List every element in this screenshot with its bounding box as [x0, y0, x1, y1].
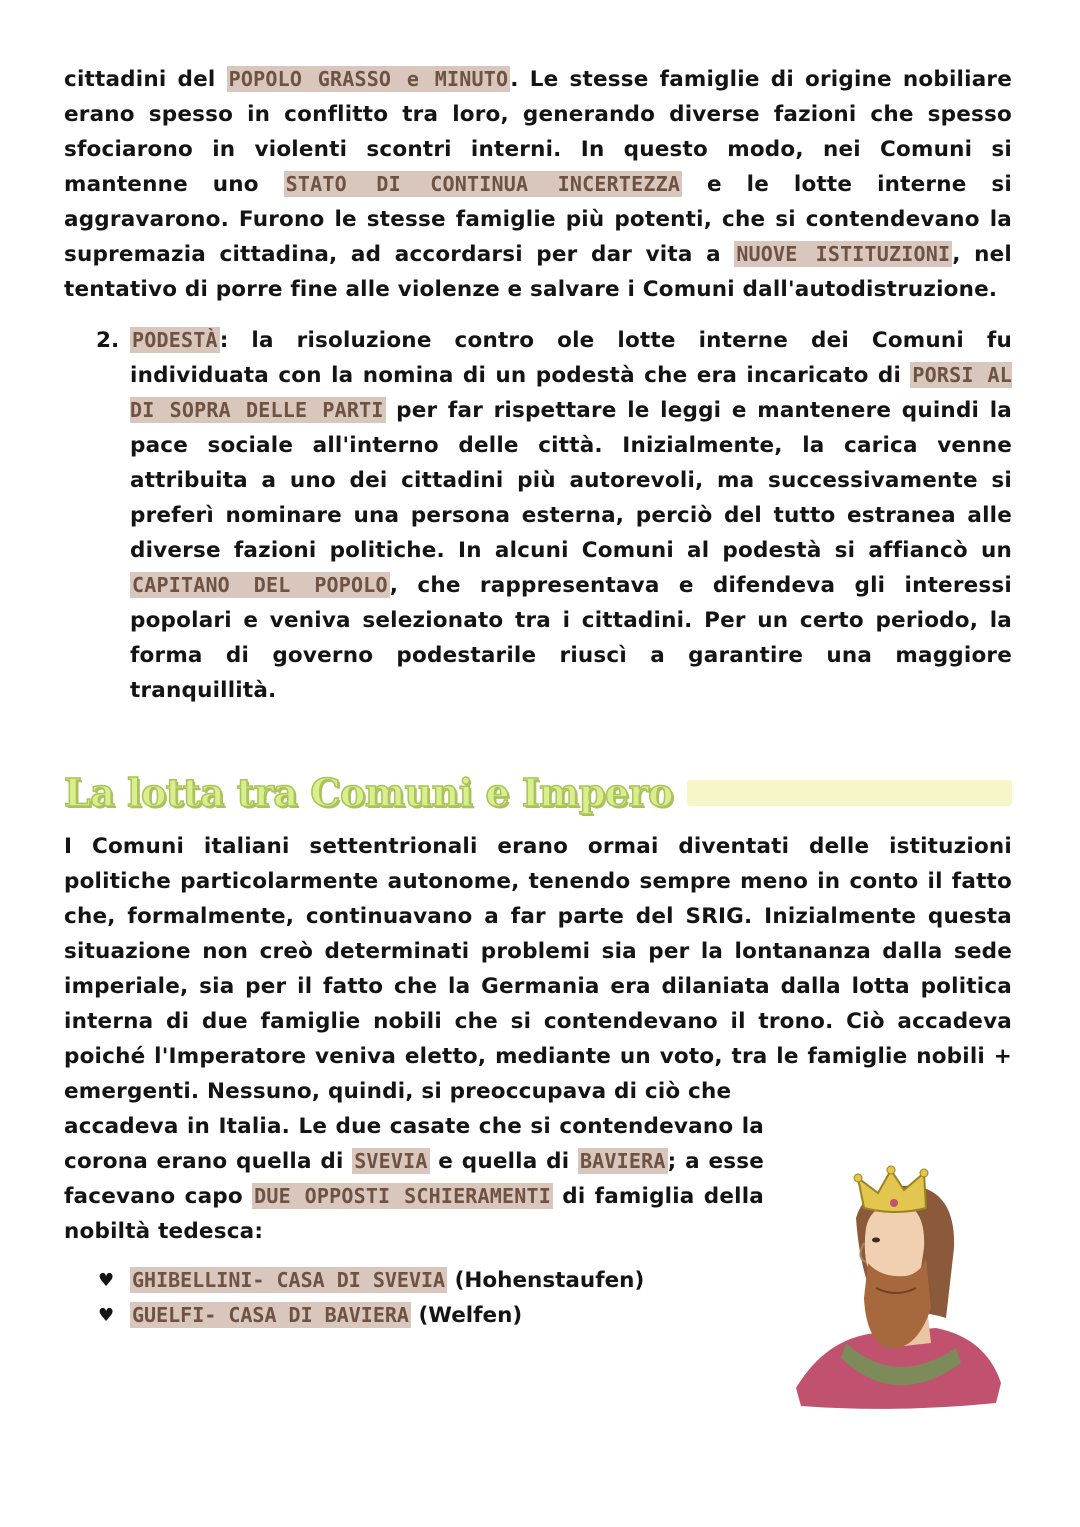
- section-title: La lotta tra Comuni e Impero: [64, 770, 673, 815]
- text: . Le stesse famiglie di origine nobiliare erano spesso in conflitto tra loro, generando diverse fazioni che spesso sfociarono in violenti scontri interni. In questo modo, nei Comuni si mantenne uno: [64, 67, 1012, 197]
- highlight: DUE OPPOSTI SCHIERAMENTI: [254, 1184, 551, 1208]
- podesta-paragraph: [130, 323, 1012, 708]
- text: (Hohenstaufen): [447, 1268, 645, 1293]
- highlight: GHIBELLINI- CASA DI SVEVIA: [132, 1268, 446, 1292]
- highlight: PORSI AL DI SOPRA DELLE PARTI: [130, 363, 1012, 422]
- intro-paragraph: [64, 62, 1012, 307]
- text: , che rappresentava e difendeva gli interessi popolari e veniva selezionato tra i cittadini. Per un certo periodo, la forma di governo podestarile riuscì a garantire una maggiore tranquillità.: [130, 573, 1012, 703]
- highlight: GUELFI- CASA DI BAVIERA: [132, 1303, 409, 1327]
- highlight: NUOVE ISTITUZIONI: [736, 242, 951, 266]
- text: : la risoluzione contro ole lotte interne dei Comuni fu individuata con la nomina di un podestà che era incaricato di: [130, 328, 1012, 388]
- highlight: POPOLO GRASSO e MINUTO: [228, 67, 509, 91]
- section-paragraph: I Comuni italiani settentrionali erano ormai diventati delle istituzioni politiche particolarmente autonome, tenendo sempre meno in conto il fatto che, formalmente, continuavano a far parte del SRIG. Inizialmente questa situazione non creò determinati problemi sia per la lontananza dalla sede imperiale, sia per il fatto che la Germania era dilaniata dalla lotta politica interna di due famiglie nobili che si contendevano il trono. Ciò accadeva poiché l'Imperatore veniva eletto, mediante un voto, tra le famiglie nobili + emergenti. Nessuno, quindi, si preoccupava di ciò che: [64, 834, 1012, 1104]
- text: per far rispettare le leggi e mantenere quindi la pace sociale all'interno delle città. Inizialmente, la carica venne attribuita a uno dei cittadini più autorevoli, ma successivamente si preferì nominare una persona esterna, perciò del tutto estranea alle diverse fazioni politiche. In alcuni Comuni al podestà si affiancò un: [130, 398, 1012, 563]
- text: , nel tentativo di porre fine alle violenze e salvare i Comuni dall'autodistruzione.: [64, 242, 1012, 302]
- text: ; a esse facevano capo: [64, 1149, 764, 1209]
- section-heading-row: [64, 770, 1012, 815]
- page: [64, 62, 1012, 1333]
- emperor-portrait-image: [786, 1148, 1006, 1410]
- text: accadeva in Italia. Le due casate che si contendevano la corona erano quella di: [64, 1114, 764, 1174]
- heart-icon: ♥: [98, 1270, 115, 1291]
- highlight: STATO DI CONTINUA INCERTEZZA: [285, 172, 681, 196]
- heart-icon: ♥: [98, 1305, 115, 1326]
- wrap-paragraph: [64, 1109, 764, 1249]
- heading-decoration-bar: [687, 780, 1012, 806]
- highlight: SVEVIA: [354, 1149, 428, 1173]
- list-number: 2.: [96, 328, 120, 353]
- highlight: CAPITANO DEL POPOLO: [132, 573, 388, 597]
- text: (Welfen): [410, 1303, 523, 1328]
- highlight: BAVIERA: [579, 1149, 666, 1173]
- text: di famiglia della nobiltà tedesca:: [64, 1184, 764, 1244]
- list-item-podesta: [64, 323, 1012, 708]
- highlight: PODESTÀ: [132, 328, 218, 352]
- text: e le lotte interne si aggravarono. Furono le stesse famiglie più potenti, che si contendevano la supremazia cittadina, ad accordarsi per dar vita a: [64, 172, 1012, 267]
- text: e quella di: [429, 1149, 578, 1174]
- text: cittadini del: [64, 67, 227, 92]
